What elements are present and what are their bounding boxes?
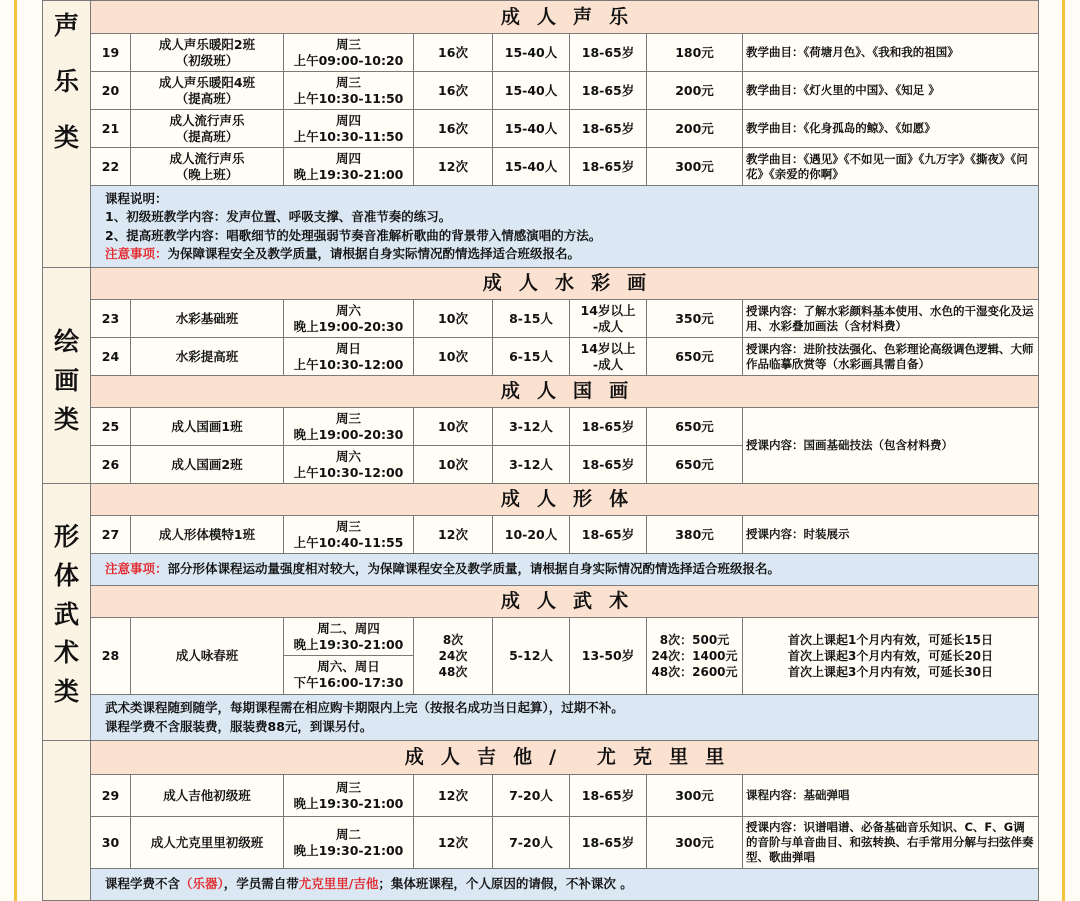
section-header-body <box>43 484 1039 516</box>
age-range: 18-65岁 <box>570 408 647 446</box>
course-name: 成人声乐暖阳4班 （提高班） <box>131 72 284 110</box>
category-char: 类 <box>53 677 79 706</box>
class-size: 15-40人 <box>493 110 570 148</box>
attention-label: 注意事项： <box>105 245 168 261</box>
course-price: 300元 <box>647 148 743 186</box>
course-description: 授课内容：国画基础技法（包含材料费） <box>743 408 1039 484</box>
class-size: 8-15人 <box>493 300 570 338</box>
table-row <box>43 72 1039 110</box>
course-price: 8次：500元 24次：1400元 48次：2600元 <box>647 618 743 695</box>
note-line: 1、初级班教学内容：发声位置、呼吸支撑、音准节奏的练习。 <box>105 209 452 225</box>
course-sessions: 12次 <box>414 817 493 869</box>
course-description: 教学曲目：《化身孤岛的鲸》、《如愿》 <box>743 110 1039 148</box>
course-price: 300元 <box>647 817 743 869</box>
course-table <box>42 0 1039 901</box>
age-range: 13-50岁 <box>570 618 647 695</box>
course-name: 成人国画1班 <box>131 408 284 446</box>
course-time: 周三 晚上19:00-20:30 <box>284 408 414 446</box>
course-price: 650元 <box>647 446 743 484</box>
course-name: 成人流行声乐 （晚上班） <box>131 148 284 186</box>
course-price: 200元 <box>647 72 743 110</box>
category-char: 形 <box>53 522 79 551</box>
course-name: 水彩提高班 <box>131 338 284 376</box>
note-row <box>43 869 1039 901</box>
section-header-watercolor <box>43 268 1039 300</box>
note-row <box>43 695 1039 741</box>
class-size: 7-20人 <box>493 775 570 817</box>
row-number: 30 <box>91 817 131 869</box>
course-sessions: 16次 <box>414 110 493 148</box>
course-sessions: 10次 <box>414 338 493 376</box>
course-sessions: 16次 <box>414 34 493 72</box>
course-description: 课程内容：基础弹唱 <box>743 775 1039 817</box>
course-price: 200元 <box>647 110 743 148</box>
section-title: 成人武术 <box>91 586 1039 618</box>
table-row <box>43 300 1039 338</box>
category-painting <box>43 268 91 484</box>
section-header-vocal <box>43 1 1039 34</box>
attention-text: 部分形体课程运动量强度相对较大，为保障课程安全及教学质量，请根据自身实际情况酌情选择适合班级报名。 <box>167 561 781 577</box>
category-char: 乐 <box>53 66 79 96</box>
category-char: 类 <box>53 404 79 434</box>
note-line: 2、提高班教学内容：唱歌细节的处理强弱节奏音准解析歌曲的背景带入情感演唱的方法。 <box>105 227 602 243</box>
class-size: 6-15人 <box>493 338 570 376</box>
course-price: 350元 <box>647 300 743 338</box>
section-title: 成人吉他/ 尤克里里 <box>91 741 1039 775</box>
category-vocal <box>43 1 91 268</box>
course-time: 周四 上午10:30-11:50 <box>284 110 414 148</box>
category-char: 术 <box>53 638 79 668</box>
course-sessions: 10次 <box>414 408 493 446</box>
note-line: 课程学费不含服装费，服装费88元，到课另付。 <box>105 718 373 734</box>
note-line: 武术类课程随到随学，每期课程需在相应购卡期限内上完（按报名成功当日起算），过期不补。 <box>105 700 624 716</box>
age-range: 14岁以上 -成人 <box>570 300 647 338</box>
course-description: 授课内容：了解水彩颜料基本使用、水色的干湿变化及运用、水彩叠加画法（含材料费） <box>743 300 1039 338</box>
section-title: 成人国画 <box>91 376 1039 408</box>
age-range: 18-65岁 <box>570 34 647 72</box>
note-row <box>43 186 1039 268</box>
course-time: 周三 上午09:00-10:20 <box>284 34 414 72</box>
course-price: 650元 <box>647 338 743 376</box>
course-price: 380元 <box>647 516 743 554</box>
table-row <box>43 775 1039 817</box>
course-price: 180元 <box>647 34 743 72</box>
table-row <box>43 338 1039 376</box>
class-size: 7-20人 <box>493 817 570 869</box>
row-number: 19 <box>91 34 131 72</box>
class-size: 3-12人 <box>493 446 570 484</box>
note-row <box>43 554 1039 586</box>
class-size: 5-12人 <box>493 618 570 695</box>
course-sessions: 10次 <box>414 300 493 338</box>
age-range: 18-65岁 <box>570 148 647 186</box>
attention-text: 为保障课程安全及教学质量，请根据自身实际情况酌情选择适合班级报名。 <box>167 245 581 261</box>
table-row <box>43 34 1039 72</box>
course-description: 教学曲目：《荷塘月色》、《我和我的祖国》 <box>743 34 1039 72</box>
course-name: 成人吉他初级班 <box>131 775 284 817</box>
age-range: 18-65岁 <box>570 775 647 817</box>
course-name: 成人国画2班 <box>131 446 284 484</box>
class-size: 10-20人 <box>493 516 570 554</box>
course-description: 授课内容：识谱唱谱、必备基础音乐知识、C、F、G调的音阶与单音曲目、和弦转换、右手常用分解与扫弦伴奏型、歌曲弹唱 <box>743 817 1039 869</box>
course-notes: 课程学费不含（乐器），学员需自带尤克里里/吉他；集体班课程，个人原因的请假，不补课次 。 <box>91 869 1039 901</box>
section-title: 成人声乐 <box>91 1 1039 34</box>
attention-label: 注意事项： <box>105 561 168 577</box>
course-sessions: 16次 <box>414 72 493 110</box>
category-char: 武 <box>53 599 79 629</box>
course-description: 授课内容：时装展示 <box>743 516 1039 554</box>
row-number: 20 <box>91 72 131 110</box>
category-char: 声 <box>53 11 79 40</box>
course-sessions: 12次 <box>414 148 493 186</box>
row-number: 22 <box>91 148 131 186</box>
attention-line <box>105 245 1036 263</box>
course-notes <box>91 186 1039 268</box>
course-name: 水彩基础班 <box>131 300 284 338</box>
course-time: 周三 上午10:40-11:55 <box>284 516 414 554</box>
course-price: 650元 <box>647 408 743 446</box>
class-size: 15-40人 <box>493 34 570 72</box>
attention-line <box>91 554 1039 586</box>
row-number: 28 <box>91 618 131 695</box>
age-range: 18-65岁 <box>570 446 647 484</box>
course-sessions: 12次 <box>414 516 493 554</box>
section-header-martial <box>43 586 1039 618</box>
table-row <box>43 817 1039 869</box>
category-char: 体 <box>53 560 79 590</box>
course-time: 周二、周四 晚上19:30-21:00 周六、周日 下午16:00-17:30 <box>284 618 414 695</box>
course-sessions: 12次 <box>414 775 493 817</box>
section-header-guitar <box>43 741 1039 775</box>
course-time: 周三 上午10:30-11:50 <box>284 72 414 110</box>
category-instrument <box>43 741 91 901</box>
row-number: 23 <box>91 300 131 338</box>
course-name: 成人形体模特1班 <box>131 516 284 554</box>
course-name: 成人咏春班 <box>131 618 284 695</box>
course-table-wrap <box>42 0 1038 901</box>
row-number: 29 <box>91 775 131 817</box>
course-validity: 首次上课起1个月内有效，可延长15日 首次上课起3个月内有效，可延长20日 首次上课起3个月内有效，可延长30日 <box>743 618 1039 695</box>
class-size: 3-12人 <box>493 408 570 446</box>
table-row <box>43 516 1039 554</box>
category-char: 类 <box>53 122 79 152</box>
course-time: 周六 晚上19:00-20:30 <box>284 300 414 338</box>
row-number: 24 <box>91 338 131 376</box>
course-description: 教学曲目：《遇见》《不如见一面》《九万字》《撕夜》《问花》《亲爱的你啊》 <box>743 148 1039 186</box>
category-char: 画 <box>53 365 79 395</box>
age-range: 18-65岁 <box>570 72 647 110</box>
note-heading: 课程说明： <box>105 191 168 207</box>
course-time: 周日 上午10:30-12:00 <box>284 338 414 376</box>
row-number: 25 <box>91 408 131 446</box>
course-description: 教学曲目：《灯火里的中国》、《知足 》 <box>743 72 1039 110</box>
course-name: 成人尤克里里初级班 <box>131 817 284 869</box>
course-time: 周六 上午10:30-12:00 <box>284 446 414 484</box>
table-row <box>43 408 1039 446</box>
age-range: 14岁以上 -成人 <box>570 338 647 376</box>
course-sessions: 10次 <box>414 446 493 484</box>
section-title: 成人形体 <box>91 484 1039 516</box>
right-border <box>1062 0 1065 901</box>
table-row <box>43 110 1039 148</box>
age-range: 18-65岁 <box>570 110 647 148</box>
section-header-guohua <box>43 376 1039 408</box>
row-number: 27 <box>91 516 131 554</box>
category-body-martial <box>43 484 91 741</box>
section-title: 成人水彩画 <box>91 268 1039 300</box>
course-time: 周二 晚上19:30-21:00 <box>284 817 414 869</box>
age-range: 18-65岁 <box>570 817 647 869</box>
table-row <box>43 148 1039 186</box>
class-size: 15-40人 <box>493 148 570 186</box>
age-range: 18-65岁 <box>570 516 647 554</box>
course-name: 成人声乐暖阳2班 （初级班） <box>131 34 284 72</box>
table-row <box>43 618 1039 695</box>
course-notes <box>91 695 1039 741</box>
row-number: 21 <box>91 110 131 148</box>
course-description: 授课内容：进阶技法强化、色彩理论高级调色逻辑、大师作品临摹欣赏等（水彩画具需自备） <box>743 338 1039 376</box>
row-number: 26 <box>91 446 131 484</box>
course-name: 成人流行声乐 （提高班） <box>131 110 284 148</box>
course-sessions: 8次 24次 48次 <box>414 618 493 695</box>
class-size: 15-40人 <box>493 72 570 110</box>
category-char: 绘 <box>53 327 79 356</box>
left-border <box>14 0 17 901</box>
course-price: 300元 <box>647 775 743 817</box>
course-time: 周三 晚上19:30-21:00 <box>284 775 414 817</box>
course-time: 周四 晚上19:30-21:00 <box>284 148 414 186</box>
